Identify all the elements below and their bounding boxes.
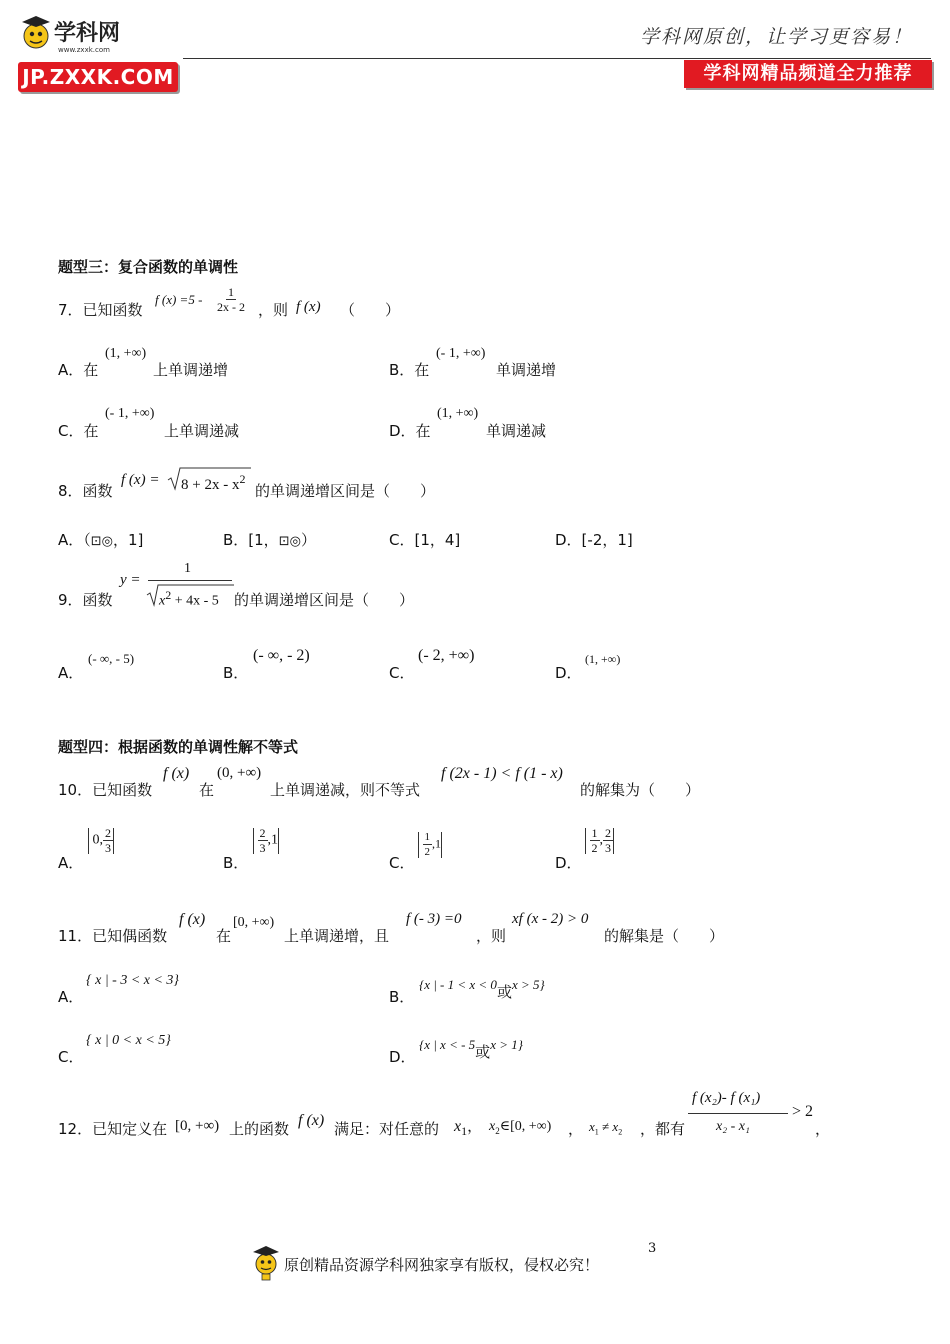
q10-stem: 10．已知函数	[58, 781, 153, 799]
q12-f: f (x)	[298, 1112, 325, 1129]
q7-option-A-text: 上单调递增	[153, 361, 229, 379]
q9-fraction-num: 1	[184, 561, 191, 576]
q8-option-B: B．[1，⊡◎）	[223, 531, 316, 549]
q11-f: f (x)	[179, 911, 206, 928]
q9-option-B-value: (- ∞, - 2)	[253, 647, 310, 664]
q12-x1: $x_1$，	[454, 1117, 483, 1139]
recommend-banner: 学科网精品频道全力推荐	[684, 60, 932, 88]
q12-stem-mid2: 满足：对任意的	[334, 1120, 440, 1138]
footer-mascot-icon	[250, 1242, 282, 1282]
q7-option-A-label: A．在	[58, 361, 99, 379]
q10-stem-mid: 上单调递减，则不等式	[270, 781, 421, 799]
q12-frac-num: f (x₂)- f (x₁)	[692, 1090, 761, 1106]
q7-option-D-text: 单调递减	[486, 422, 547, 440]
q12-stem: 12．已知定义在	[58, 1120, 168, 1138]
q9-option-C-label: C．	[389, 664, 415, 682]
q8-function-lhs: f (x) =	[121, 472, 160, 488]
header-divider	[183, 58, 931, 59]
q9-option-A-value: (- ∞, - 5)	[88, 651, 135, 666]
q11-option-A-label: A．	[58, 988, 84, 1006]
q10-option-C-label: C．	[389, 854, 415, 872]
footer-copyright: 原创精品资源学科网独家享有版权，侵权必究！	[284, 1256, 600, 1274]
slogan: 学科网原创，让学习更容易！	[640, 26, 914, 48]
site-badge: JP.ZXXK.COM	[18, 62, 178, 92]
q10-f: f (x)	[163, 765, 190, 782]
q10-option-D-value: $\frac{1}{2}$ , $\frac{2}{3}$	[585, 826, 614, 855]
section-title-3: 题型三：复合函数的单调性	[58, 258, 239, 276]
q10-stem-post: 的解集为（ ）	[580, 781, 701, 799]
q11-option-C-value: { x | 0 < x < 5}	[86, 1033, 171, 1048]
q10-in: 在	[199, 781, 215, 799]
q7-option-C-text: 上单调递减	[164, 422, 240, 440]
q9-denominator: $x^2 + 4x - 5$	[159, 588, 219, 609]
q9-fraction-bar	[148, 580, 232, 581]
q7-option-B-label: B．在	[389, 361, 430, 379]
q10-inequality: f (2x - 1) < f (1 - x)	[441, 765, 563, 782]
xuekewang-logo	[20, 12, 145, 56]
q9-stem: 9．函数	[58, 591, 113, 609]
q11-option-D-value: {x | x < - 5或x > 1}	[419, 1037, 523, 1061]
q7-option-D-label: D．在	[389, 422, 431, 440]
q7-option-B-text: 单调递增	[496, 361, 557, 379]
svg-text:www.zxxk.com: www.zxxk.com	[58, 46, 110, 54]
q9-option-C-value: (- 2, +∞)	[418, 647, 475, 664]
q11-stem: 11．已知偶函数	[58, 927, 168, 945]
q11-option-C-label: C．	[58, 1048, 84, 1066]
q8-stem: 8．函数	[58, 482, 113, 500]
q12-neq: $x_1 \ne x_2$	[589, 1119, 623, 1137]
q11-condition: f (- 3) =0	[406, 911, 462, 927]
section-title-4: 题型四：根据函数的单调性解不等式	[58, 738, 299, 756]
q8-radicand: $8 + 2x - x^2$	[181, 472, 246, 493]
q11-interval: [0, +∞)	[233, 915, 275, 930]
q7-stem-mid: ，则	[258, 301, 289, 319]
q7-answer-paren: （ ）	[340, 301, 401, 319]
q11-inequality: xf (x - 2) > 0	[512, 911, 589, 927]
q9-y-lhs: y =	[120, 572, 141, 588]
q7-function-lhs: f (x) =5 -	[155, 292, 203, 307]
q9-option-D-label: D．	[555, 664, 582, 682]
q7-option-C-interval: (- 1, +∞)	[105, 406, 155, 421]
q10-option-B-value: $\frac{2}{3}$ ,1	[253, 826, 279, 855]
q11-option-B-value: {x | - 1 < x < 0或x > 5}	[419, 977, 545, 1001]
q11-option-A-value: { x | - 3 < x < 3}	[86, 973, 180, 988]
q11-stem-post: 的解集是（ ）	[604, 927, 725, 945]
q7-fraction: $\frac{1}{2x - 2}$	[217, 285, 245, 314]
q11-in: 在	[216, 927, 232, 945]
q12-end: ，	[815, 1120, 831, 1138]
q8-option-C: C．[1，4]	[389, 531, 461, 549]
q9-option-D-value: (1, +∞)	[585, 652, 621, 666]
q10-interval: (0, +∞)	[217, 765, 262, 781]
q7-f-ref: f (x)	[296, 299, 321, 315]
q8-option-D: D．[-2，1]	[555, 531, 633, 549]
svg-text:学科网: 学科网	[54, 21, 121, 46]
q9-option-B-label: B．	[223, 664, 249, 682]
q10-option-A-label: A．	[58, 854, 84, 872]
q12-gt: > 2	[792, 1103, 814, 1120]
q12-frac-den: x₂ - x₁	[716, 1119, 750, 1134]
q7-option-B-interval: (- 1, +∞)	[436, 346, 486, 361]
q8-stem-post: 的单调递增区间是（ ）	[255, 482, 436, 500]
q10-option-A-value: 0, $\frac{2}{3}$	[88, 826, 114, 855]
q10-option-D-label: D．	[555, 854, 582, 872]
q10-option-B-label: B．	[223, 854, 249, 872]
q10-option-C-value: $\frac{1}{2}$ ,1	[418, 830, 442, 859]
q12-stem-mid: 上的函数	[229, 1120, 290, 1138]
q8-option-A: A．（⊡◎，1]	[58, 531, 144, 549]
q7-stem: 7．已知函数	[58, 301, 143, 319]
q12-x2-cond: $x_2\in[0$, +∞)	[489, 1119, 552, 1136]
q11-option-B-label: B．	[389, 988, 415, 1006]
page-number: 3	[648, 1241, 657, 1256]
q8-option-A-garbled-glyph: ⊡◎	[90, 534, 114, 549]
q12-interval: [0, +∞)	[175, 1118, 220, 1134]
q12-comma: ，	[568, 1120, 584, 1138]
mascot-icon	[22, 16, 50, 48]
q9-stem-post: 的单调递增区间是（ ）	[234, 591, 415, 609]
q12-frac-bar	[688, 1113, 788, 1114]
q9-option-A-label: A．	[58, 664, 84, 682]
q8-option-B-garbled-glyph: ⊡◎	[278, 534, 301, 549]
q11-option-D-label: D．	[389, 1048, 416, 1066]
q7-option-C-label: C．在	[58, 422, 99, 440]
q7-option-D-interval: (1, +∞)	[437, 406, 479, 421]
q11-then: ，则	[476, 927, 507, 945]
q11-stem-mid: 上单调递增，且	[284, 927, 390, 945]
q7-option-A-interval: (1, +∞)	[105, 346, 147, 361]
q12-all: ，都有	[640, 1120, 686, 1138]
